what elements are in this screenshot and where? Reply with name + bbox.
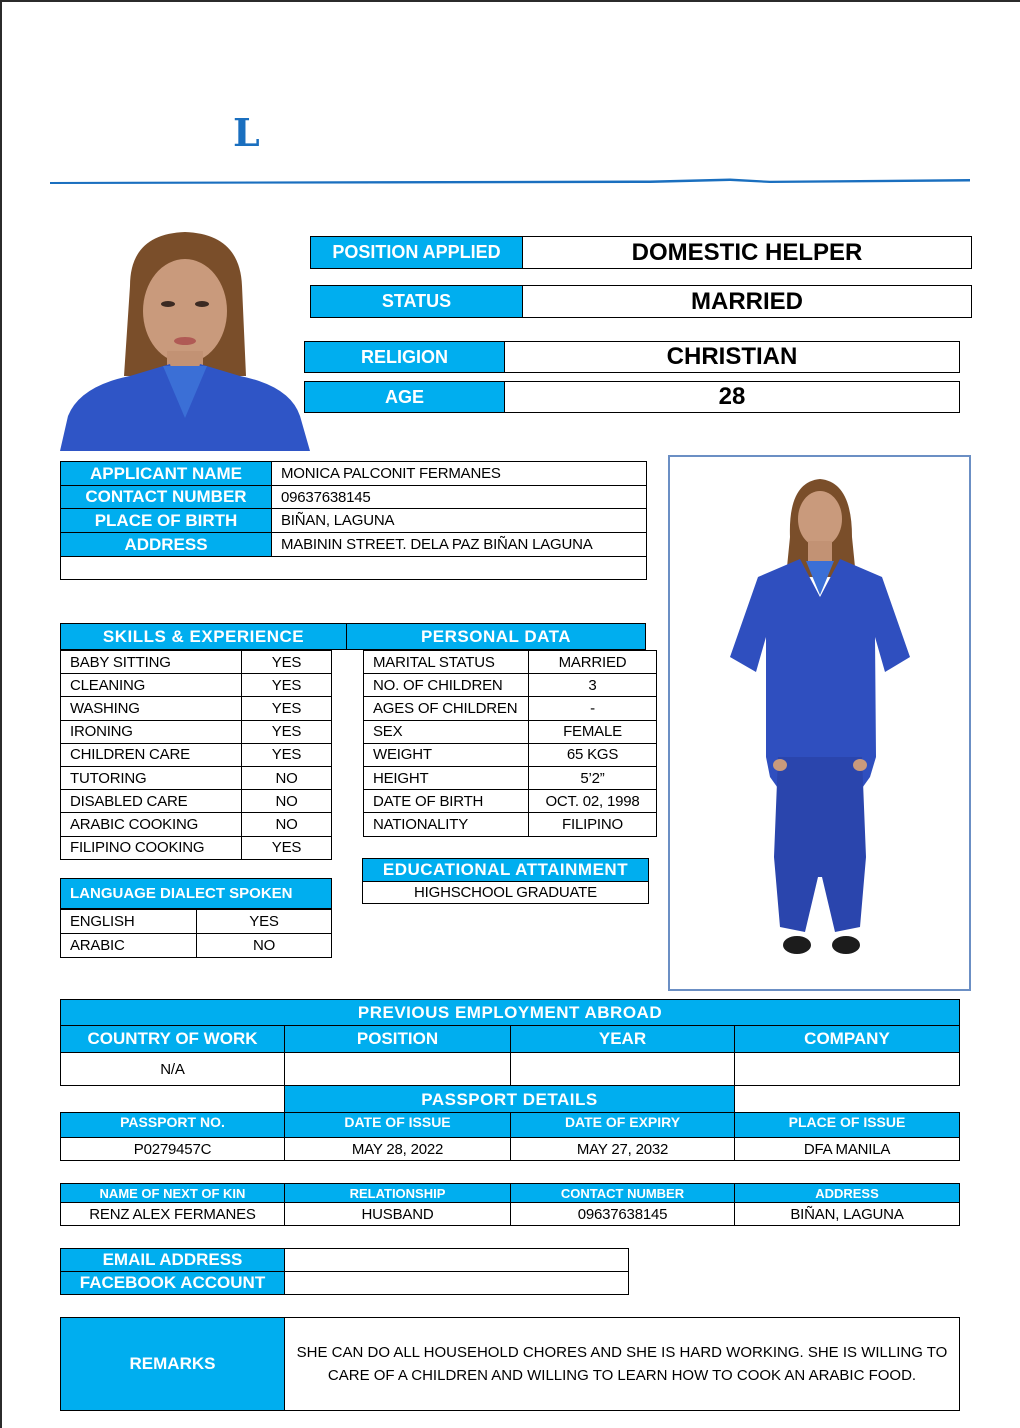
- language-name: ENGLISH: [60, 909, 197, 934]
- skill-name: CLEANING: [60, 673, 242, 697]
- contact-number-value: 09637638145: [271, 485, 647, 509]
- contact-number-label: CONTACT NUMBER: [60, 485, 272, 509]
- applicant-name-value: MONICA PALCONIT FERMANES: [271, 461, 647, 486]
- personal-value: 65 KGS: [528, 743, 657, 767]
- status-value: MARRIED: [522, 285, 972, 318]
- age-label: AGE: [304, 381, 505, 413]
- personal-field: NATIONALITY: [363, 812, 529, 836]
- language-header: LANGUAGE DIALECT SPOKEN: [60, 878, 332, 909]
- personal-field: HEIGHT: [363, 766, 529, 790]
- personal-value: FEMALE: [528, 720, 657, 744]
- skill-value: YES: [241, 743, 332, 767]
- language-name: ARABIC: [60, 933, 197, 958]
- personal-field: DATE OF BIRTH: [363, 789, 529, 813]
- portrait-photo: [60, 226, 310, 451]
- passport-column-header: PASSPORT NO.: [60, 1112, 285, 1138]
- religion-label: RELIGION: [304, 341, 505, 373]
- employment-cell: [284, 1052, 511, 1086]
- skill-value: YES: [241, 720, 332, 744]
- kin-cell: RENZ ALEX FERMANES: [60, 1202, 285, 1226]
- age-value: 28: [504, 381, 960, 413]
- skills-header: SKILLS & EXPERIENCE: [60, 623, 347, 650]
- header-divider: [50, 178, 970, 184]
- passport-column-header: DATE OF EXPIRY: [510, 1112, 735, 1138]
- personal-value: FILIPINO: [528, 812, 657, 836]
- personal-value: MARRIED: [528, 650, 657, 674]
- skill-name: CHILDREN CARE: [60, 743, 242, 767]
- applicant-blank-row: [60, 556, 647, 580]
- passport-column-header: PLACE OF ISSUE: [734, 1112, 960, 1138]
- skill-name: ARABIC COOKING: [60, 812, 242, 836]
- skill-name: TUTORING: [60, 766, 242, 790]
- skill-name: BABY SITTING: [60, 650, 242, 674]
- facebook-value: [284, 1271, 629, 1295]
- passport-cell: P0279457C: [60, 1137, 285, 1161]
- personal-value: OCT. 02, 1998: [528, 789, 657, 813]
- address-value: MABININ STREET. DELA PAZ BIÑAN LAGUNA: [271, 532, 647, 557]
- skill-name: FILIPINO COOKING: [60, 836, 242, 860]
- skill-name: DISABLED CARE: [60, 789, 242, 813]
- employment-cell: [734, 1052, 960, 1086]
- skill-value: YES: [241, 696, 332, 720]
- language-value: NO: [196, 933, 332, 958]
- full-body-photo: [668, 455, 971, 991]
- passport-header: PASSPORT DETAILS: [284, 1086, 735, 1113]
- personal-value: 3: [528, 673, 657, 697]
- kin-column-header: ADDRESS: [734, 1183, 960, 1203]
- kin-cell: 09637638145: [510, 1202, 735, 1226]
- employment-cell: [510, 1052, 735, 1086]
- religion-value: CHRISTIAN: [504, 341, 960, 373]
- passport-cell: MAY 28, 2022: [284, 1137, 511, 1161]
- personal-data-header: PERSONAL DATA: [346, 623, 646, 650]
- personal-field: NO. OF CHILDREN: [363, 673, 529, 697]
- personal-field: SEX: [363, 720, 529, 744]
- status-label: STATUS: [310, 285, 523, 318]
- personal-value: -: [528, 696, 657, 720]
- skill-value: YES: [241, 673, 332, 697]
- remarks-label: REMARKS: [60, 1317, 285, 1411]
- kin-column-header: CONTACT NUMBER: [510, 1183, 735, 1203]
- passport-cell: DFA MANILA: [734, 1137, 960, 1161]
- employment-column-header: YEAR: [510, 1025, 735, 1053]
- kin-column-header: NAME OF NEXT OF KIN: [60, 1183, 285, 1203]
- language-value: YES: [196, 909, 332, 934]
- personal-field: MARITAL STATUS: [363, 650, 529, 674]
- passport-cell: MAY 27, 2032: [510, 1137, 735, 1161]
- remarks-text: SHE CAN DO ALL HOUSEHOLD CHORES AND SHE IS HARD WORKING. SHE IS WILLING TO CARE OF A CHILDREN AND WILLING TO LEARN HOW TO COOK AN ARABIC FOOD.: [284, 1317, 960, 1411]
- skill-value: YES: [241, 650, 332, 674]
- kin-cell: BIÑAN, LAGUNA: [734, 1202, 960, 1226]
- email-value: [284, 1248, 629, 1272]
- applicant-name-label: APPLICANT NAME: [60, 461, 272, 486]
- skill-value: NO: [241, 812, 332, 836]
- skill-name: WASHING: [60, 696, 242, 720]
- place-of-birth-label: PLACE OF BIRTH: [60, 508, 272, 533]
- personal-field: WEIGHT: [363, 743, 529, 767]
- employment-column-header: COMPANY: [734, 1025, 960, 1053]
- passport-column-header: DATE OF ISSUE: [284, 1112, 511, 1138]
- skill-value: NO: [241, 766, 332, 790]
- skill-value: YES: [241, 836, 332, 860]
- employment-column-header: POSITION: [284, 1025, 511, 1053]
- position-applied-label: POSITION APPLIED: [310, 236, 523, 269]
- place-of-birth-value: BIÑAN, LAGUNA: [271, 508, 647, 533]
- address-label: ADDRESS: [60, 532, 272, 557]
- education-value: HIGHSCHOOL GRADUATE: [362, 881, 649, 904]
- education-header: EDUCATIONAL ATTAINMENT: [362, 858, 649, 882]
- position-applied-value: DOMESTIC HELPER: [522, 236, 972, 269]
- kin-cell: HUSBAND: [284, 1202, 511, 1226]
- skill-value: NO: [241, 789, 332, 813]
- kin-column-header: RELATIONSHIP: [284, 1183, 511, 1203]
- email-label: EMAIL ADDRESS: [60, 1248, 285, 1272]
- employment-header: PREVIOUS EMPLOYMENT ABROAD: [60, 999, 960, 1026]
- employment-cell: N/A: [60, 1052, 285, 1086]
- skill-name: IRONING: [60, 720, 242, 744]
- personal-value: 5’2”: [528, 766, 657, 790]
- personal-field: AGES OF CHILDREN: [363, 696, 529, 720]
- agency-logo: L: [233, 110, 260, 155]
- employment-column-header: COUNTRY OF WORK: [60, 1025, 285, 1053]
- facebook-label: FACEBOOK ACCOUNT: [60, 1271, 285, 1295]
